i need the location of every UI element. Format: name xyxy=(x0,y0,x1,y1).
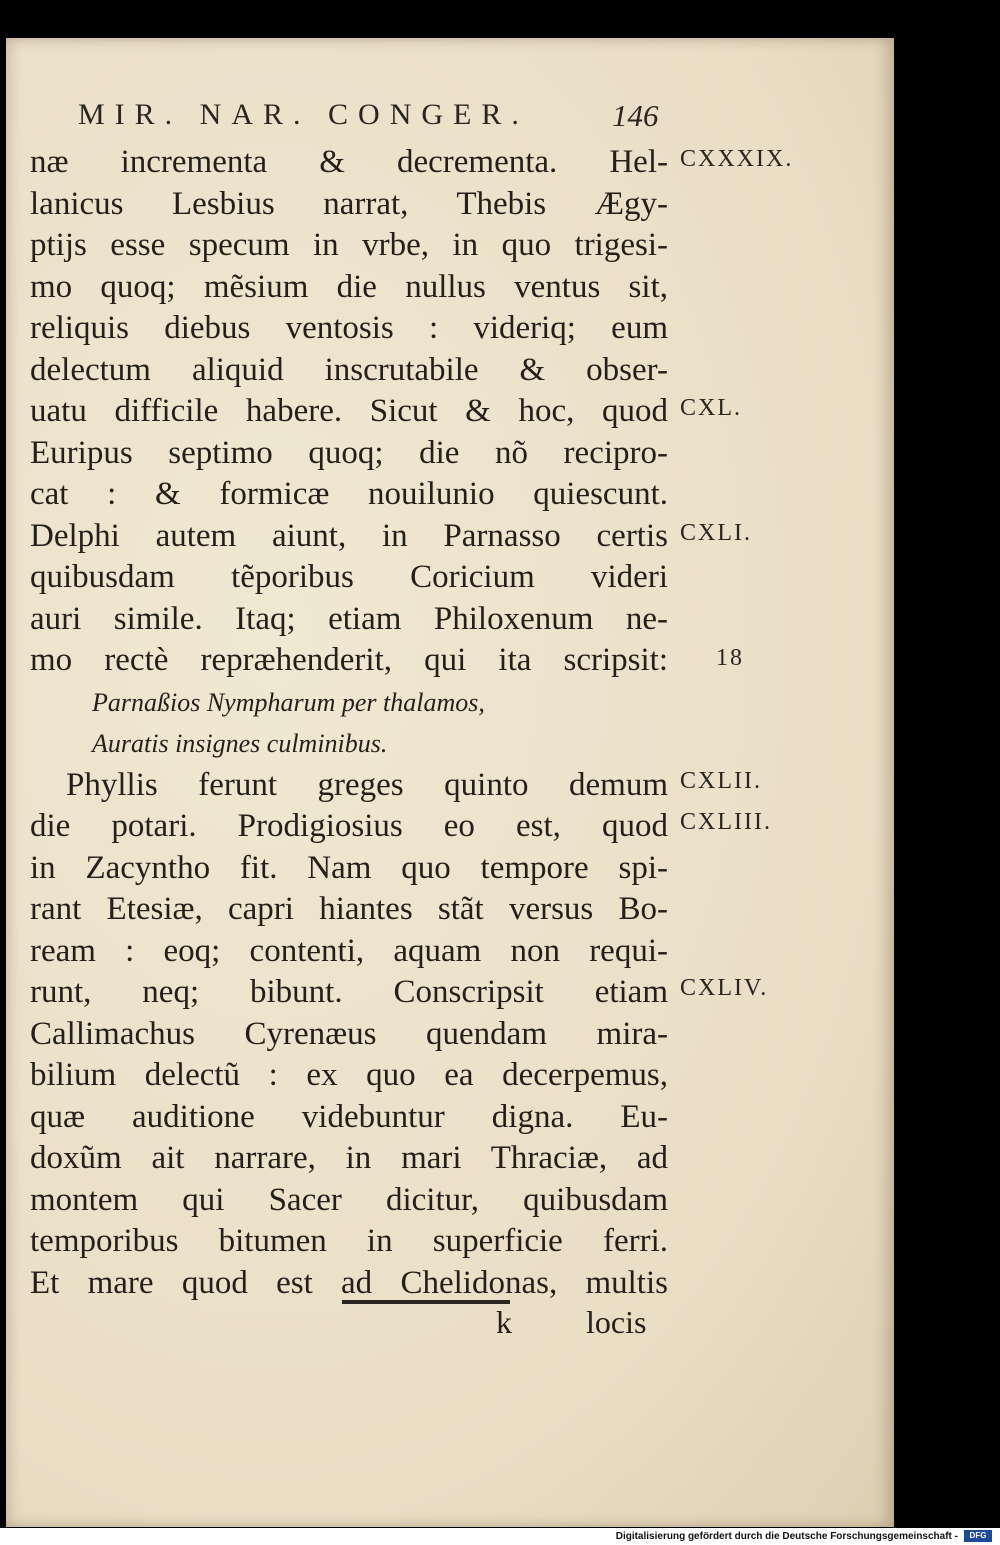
digitization-footer xyxy=(0,1528,1000,1545)
verse-line: Auratis insignes culminibus. xyxy=(92,729,388,758)
margin-note: CXLIII. xyxy=(680,809,772,835)
signature-mark: k xyxy=(496,1304,512,1340)
running-title: MIR. NAR. CONGER. xyxy=(78,98,529,131)
text-line: cat : & formicæ nouilunio quiescunt. xyxy=(30,476,668,512)
margin-note: 18 xyxy=(716,645,744,671)
text-line: bilium delectũ : ex quo ea decerpemus, xyxy=(30,1057,668,1093)
text-line: Euripus septimo quoq; die nõ recipro- xyxy=(30,434,668,471)
margin-note: CXLI. xyxy=(680,520,752,546)
margin-note: CXXXIX. xyxy=(680,146,794,172)
catchword: locis xyxy=(586,1304,647,1340)
text-line: lanicus Lesbius narrat, Thebis Ægy- xyxy=(30,185,668,222)
text-line: mo quoq; mẽsium die nullus ventus sit, xyxy=(30,268,668,305)
ink-rule xyxy=(342,1300,510,1304)
text-line: rant Etesiæ, capri hiantes stãt versus Bo- xyxy=(30,891,668,927)
text-line: reliquis diebus ventosis : videriq; eum xyxy=(30,310,668,346)
text-line: runt, neq; bibunt. Conscripsit etiam xyxy=(30,974,668,1010)
text-line: quæ auditione videbuntur digna. Eu- xyxy=(30,1098,668,1135)
text-line: ream : eoq; contenti, aquam non requi- xyxy=(30,932,668,969)
running-header xyxy=(78,98,678,134)
page-number: 146 xyxy=(612,98,659,133)
text-line: uatu difficile habere. Sicut & hoc, quod xyxy=(30,393,668,429)
text-line: næ incrementa & decrementa. Hel- xyxy=(30,144,668,180)
text-line: temporibus bitumen in superficie ferri. xyxy=(30,1223,668,1259)
dfg-logo-icon: DFG xyxy=(964,1530,992,1542)
margin-note: CXL. xyxy=(680,395,742,421)
text-line: Callimachus Cyrenæus quendam mira- xyxy=(30,1015,668,1052)
text-line: ptijs esse specum in vrbe, in quo trigesi- xyxy=(30,227,668,263)
text-line: Delphi autem aiunt, in Parnasso certis xyxy=(30,517,668,554)
catch-row xyxy=(30,1300,668,1340)
margin-note: CXLII. xyxy=(680,768,762,794)
footer-credit: Digitalisierung gefördert durch die Deutsche Forschungsgemeinschaft - xyxy=(615,1531,958,1542)
body-text xyxy=(30,142,690,1304)
text-line: auri simile. Itaq; etiam Philoxenum ne- xyxy=(30,600,668,637)
text-line: Phyllis ferunt greges quinto demum xyxy=(66,766,668,803)
text-line: in Zacyntho fit. Nam quo tempore spi- xyxy=(30,849,668,886)
text-line: die potari. Prodigiosius eo est, quod xyxy=(30,808,668,844)
text-line: delectum aliquid inscrutabile & obser- xyxy=(30,351,668,388)
margin-note: CXLIV. xyxy=(680,975,769,1001)
text-line: mo rectè repræhenderit, qui ita scripsit: xyxy=(30,642,668,678)
text-line: Et mare quod est ad Chelidonas, multis xyxy=(30,1264,668,1301)
verse-line: Parnaßios Nympharum per thalamos, xyxy=(92,687,485,717)
text-line: montem qui Sacer dicitur, quibusdam xyxy=(30,1181,668,1218)
text-line: quibusdam tẽporibus Coricium videri xyxy=(30,559,668,595)
text-line: doxũm ait narrare, in mari Thraciæ, ad xyxy=(30,1140,668,1176)
